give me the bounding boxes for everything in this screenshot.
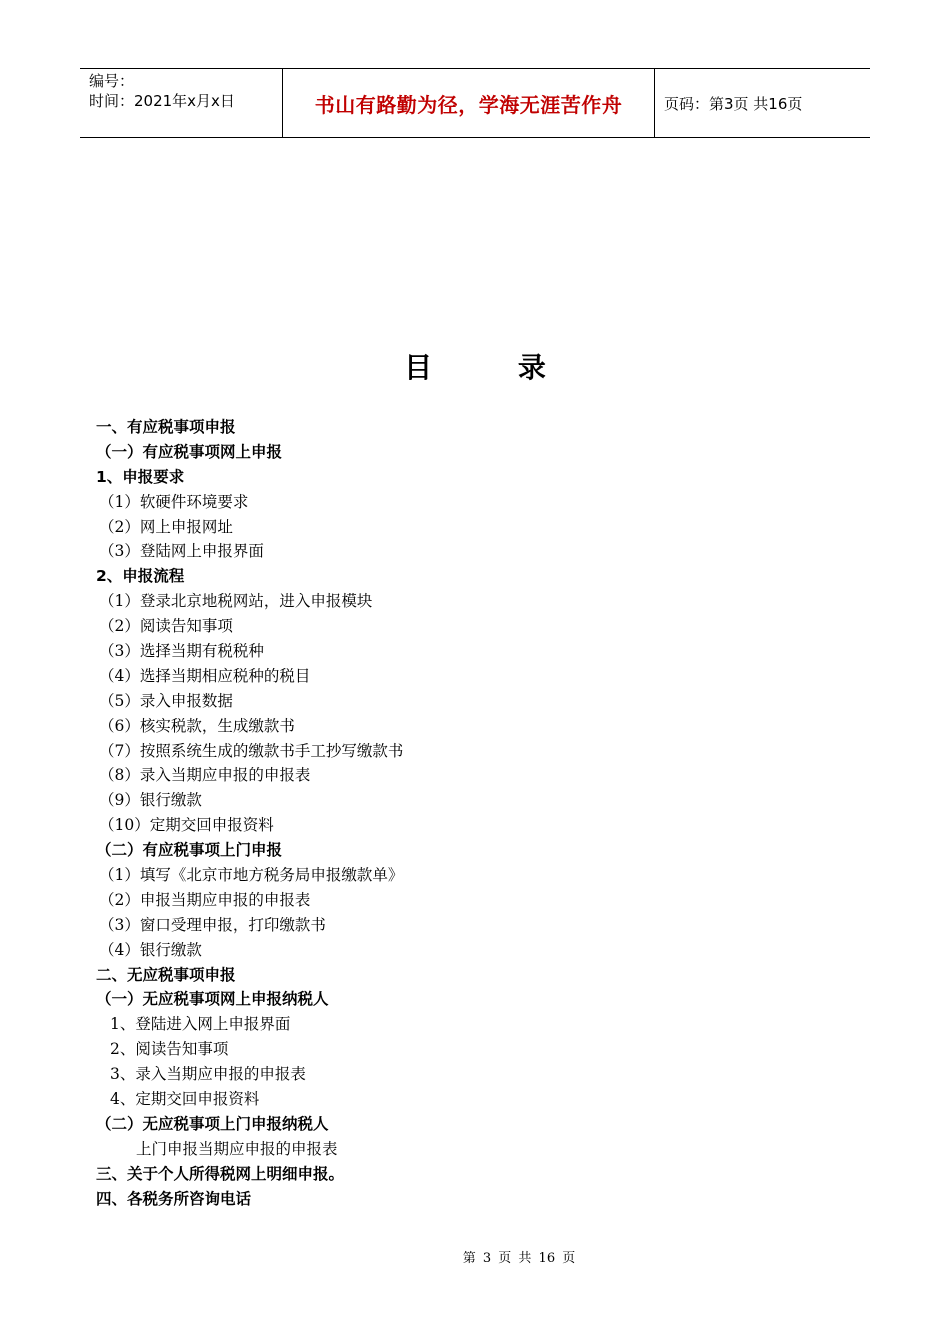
header-meta xyxy=(80,69,282,137)
table-of-contents xyxy=(96,415,816,1212)
toc-entry[interactable]: （3）登陆网上申报界面 xyxy=(99,542,264,561)
toc-entry[interactable]: 1、登陆进入网上申报界面 xyxy=(110,1015,291,1034)
document-time: 时间：2021年x月x日 xyxy=(89,92,235,110)
toc-entry[interactable]: 四、各税务所咨询电话 xyxy=(96,1189,252,1208)
toc-entry[interactable]: （一）无应税事项网上申报纳税人 xyxy=(96,990,329,1009)
toc-entry[interactable]: （3）选择当期有税税种 xyxy=(99,642,264,661)
toc-entry[interactable]: （1）登录北京地税网站，进入申报模块 xyxy=(99,592,373,611)
header-page-info: 页码：第3页 共16页 xyxy=(664,94,803,113)
toc-entry[interactable]: 4、定期交回申报资料 xyxy=(110,1090,260,1109)
toc-entry[interactable]: 三、关于个人所得税网上明细申报。 xyxy=(96,1164,345,1183)
toc-entry[interactable]: （2）网上申报网址 xyxy=(99,517,233,536)
toc-entry[interactable]: （3）窗口受理申报，打印缴款书 xyxy=(99,915,326,934)
toc-entry[interactable]: 2、申报流程 xyxy=(96,567,185,586)
toc-entry[interactable]: （4）选择当期相应税种的税目 xyxy=(99,666,311,685)
toc-entry[interactable]: （7）按照系统生成的缴款书手工抄写缴款书 xyxy=(99,741,404,760)
toc-entry[interactable]: （6）核实税款，生成缴款书 xyxy=(99,716,295,735)
toc-entry[interactable]: （2）申报当期应申报的申报表 xyxy=(99,890,311,909)
page-title: 目 录 xyxy=(404,351,584,384)
page-footer: 第 3 页 共 16 页 xyxy=(462,1251,576,1266)
toc-entry[interactable]: （1）软硬件环境要求 xyxy=(99,492,249,511)
toc-entry[interactable]: （10）定期交回申报资料 xyxy=(99,816,274,835)
toc-entry[interactable]: （2）阅读告知事项 xyxy=(99,617,233,636)
toc-entry[interactable]: （5）录入申报数据 xyxy=(99,691,233,710)
toc-entry[interactable]: 上门申报当期应申报的申报表 xyxy=(136,1139,338,1158)
toc-entry[interactable]: （4）银行缴款 xyxy=(99,940,202,959)
toc-entry[interactable]: 3、录入当期应申报的申报表 xyxy=(110,1065,306,1084)
toc-entry[interactable]: 一、有应税事项申报 xyxy=(96,418,236,436)
toc-entry[interactable]: （9）银行缴款 xyxy=(99,791,202,810)
toc-entry[interactable]: （1）填写《北京市地方税务局申报缴款单》 xyxy=(99,866,404,885)
toc-entry[interactable]: （二）有应税事项上门申报 xyxy=(96,841,283,860)
toc-entry[interactable]: （二）无应税事项上门申报纳税人 xyxy=(96,1114,329,1133)
header-motto: 书山有路勤为径，学海无涯苦作舟 xyxy=(282,69,655,137)
document-number-label: 编号： xyxy=(89,72,135,90)
toc-entry[interactable]: （一）有应税事项网上申报 xyxy=(96,442,283,461)
page-header xyxy=(80,68,870,138)
toc-entry[interactable]: 二、无应税事项申报 xyxy=(96,965,236,984)
toc-entry[interactable]: 1、申报要求 xyxy=(96,467,185,486)
toc-entry[interactable]: （8）录入当期应申报的申报表 xyxy=(99,766,311,785)
toc-entry[interactable]: 2、阅读告知事项 xyxy=(110,1040,229,1059)
